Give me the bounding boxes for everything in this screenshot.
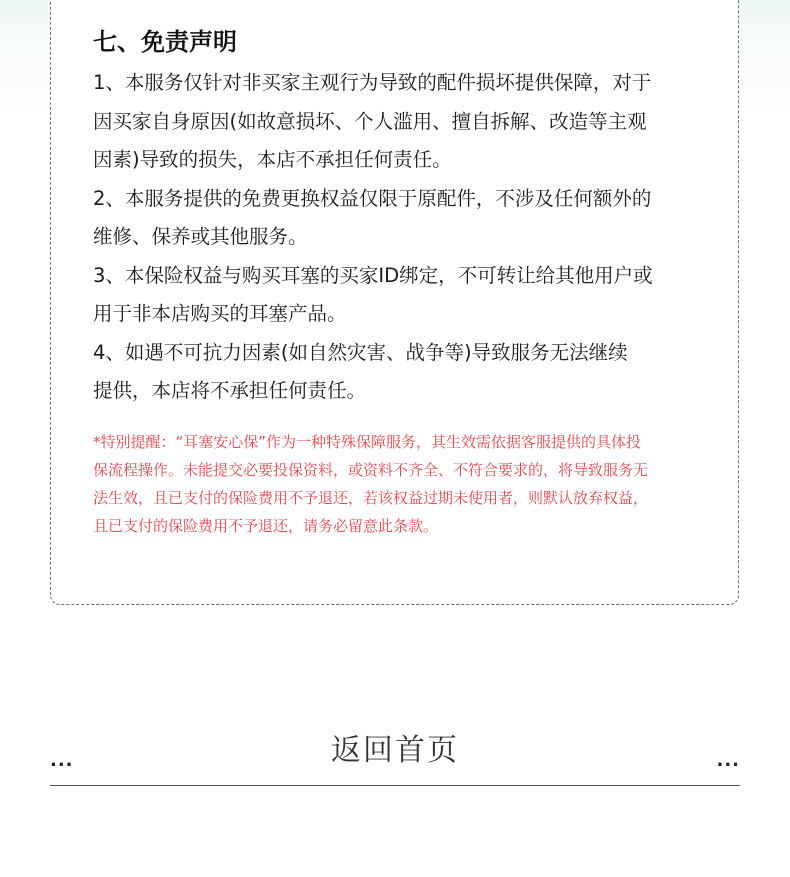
clause-line: 3、本保险权益与购买耳塞的买家ID绑定，不可转让给其他用户或 bbox=[93, 263, 653, 287]
clause-line: 因买家自身原因(如故意损坏、个人滥用、擅自拆解、改造等主观 bbox=[93, 109, 647, 133]
note-line: 保流程操作。未能提交必要投保资料，或资料不齐全、不符合要求的，将导致服务无 bbox=[93, 461, 649, 479]
disclaimer-clauses bbox=[93, 64, 703, 411]
clause-4 bbox=[93, 334, 703, 411]
clause-2 bbox=[93, 180, 703, 257]
clause-line: 4、如遇不可抗力因素(如自然灾害、战争等)导致服务无法继续 bbox=[93, 340, 628, 364]
note-line: 且已支付的保险费用不予退还，请务必留意此条款。 bbox=[93, 517, 439, 535]
back-to-home-label: 返回首页 bbox=[331, 733, 459, 768]
clause-line: 因素)导致的损失，本店不承担任何责任。 bbox=[93, 148, 452, 171]
clause-line: 2、本服务提供的免费更换权益仅限于原配件，不涉及任何额外的 bbox=[93, 186, 652, 210]
back-to-home-button[interactable] bbox=[50, 725, 740, 786]
right-dots-decoration: ... bbox=[716, 750, 740, 771]
clause-line: 提供，本店将不承担任何责任。 bbox=[93, 379, 367, 402]
left-dots-decoration: ... bbox=[50, 750, 74, 771]
clause-line: 1、本服务仅针对非买家主观行为导致的配件损坏提供保障，对于 bbox=[93, 71, 652, 94]
clause-3 bbox=[93, 257, 703, 334]
special-reminder-note bbox=[93, 428, 703, 540]
note-line: 法生效，且已支付的保险费用不予退还，若该权益过期未使用者，则默认放弃权益， bbox=[93, 489, 649, 507]
clause-1 bbox=[93, 64, 703, 180]
section-title: 七、免责声明 bbox=[93, 28, 237, 56]
clause-line: 维修、保养或其他服务。 bbox=[93, 225, 308, 248]
note-line: *特别提醒：“耳塞安心保”作为一种特殊保障服务，其生效需依据客服提供的具体投 bbox=[93, 433, 642, 451]
clause-line: 用于非本店购买的耳塞产品。 bbox=[93, 302, 347, 325]
